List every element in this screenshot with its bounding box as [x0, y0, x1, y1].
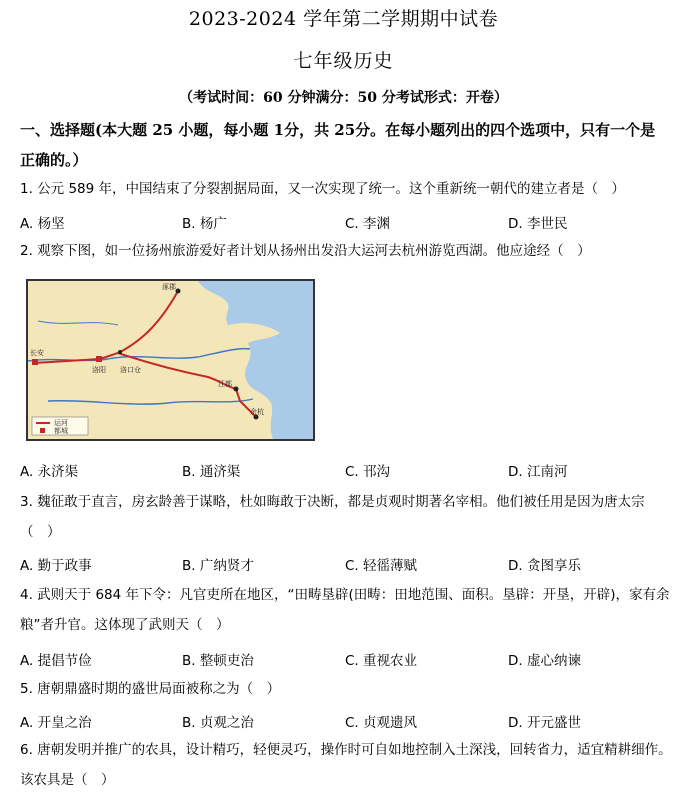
exam-title: 2023-2024 学年第二学期期中试卷 [188, 8, 499, 30]
option-c[interactable]: C. 邗沟 [345, 464, 391, 480]
option-d[interactable]: D. 江南河 [508, 464, 568, 480]
question-3-options [20, 554, 680, 576]
question-5-stem: 5. 唐朝鼎盛时期的盛世局面被称之为（ ） [20, 681, 281, 697]
city-luoyang-dot [96, 356, 102, 362]
option-b[interactable]: B. 广纳贤才 [182, 558, 254, 574]
option-c[interactable]: C. 李渊 [345, 216, 391, 232]
option-d[interactable]: D. 开元盛世 [508, 715, 581, 731]
question-2-stem: 2. 观察下图，如一位扬州旅游爱好者计划从扬州出发沿大运河去杭州游览西湖。他应途经（ ） [20, 243, 591, 259]
legend-capital-swatch [40, 428, 45, 433]
option-c[interactable]: C. 重视农业 [345, 653, 418, 669]
question-4-options [20, 649, 680, 671]
label-zhuojun: 涿郡 [162, 283, 176, 291]
question-1-options [20, 212, 680, 234]
question-6-stem: 6. 唐朝发明并推广的农具，设计精巧，轻便灵巧，操作时可自如地控制入土深浅，回转省力，适宜精耕细作。该农具是（ ） [20, 742, 672, 788]
option-c[interactable]: C. 轻徭薄赋 [345, 558, 418, 574]
label-jiangdu: 江都 [218, 380, 232, 388]
grand-canal-map [26, 279, 315, 441]
option-b[interactable]: B. 贞观之治 [182, 715, 254, 731]
label-yuhang: 余杭 [250, 408, 264, 416]
city-luokoucang-dot [118, 350, 122, 354]
legend-capital: 都城 [54, 427, 68, 435]
option-b[interactable]: B. 杨广 [182, 216, 227, 232]
legend-canal: 运河 [54, 419, 68, 427]
option-a[interactable]: A. 开皇之治 [20, 715, 92, 731]
question-4-stem: 4. 武则天于 684 年下令：凡官吏所在地区，“田畴垦辟(田畴：田地范围、面积。垦辟：开垦，开辟)，家有余粮”者升官。这体现了武则天（ ） [20, 587, 670, 633]
option-c[interactable]: C. 贞观遗风 [345, 715, 418, 731]
section-heading: 一、选择题(本大题 25 小题，每小题 1分，共 25分。在每小题列出的四个选项中，只有一个是正确的。） [20, 121, 656, 169]
question-2-options [20, 460, 680, 482]
exam-meta: （考试时间：60 分钟满分：50 分考试形式：开卷） [179, 90, 508, 106]
option-d[interactable]: D. 虚心纳谏 [508, 653, 581, 669]
option-a[interactable]: A. 勤于政事 [20, 558, 92, 574]
map-figure [28, 281, 313, 439]
question-5-options [20, 711, 680, 733]
exam-subtitle: 七年级历史 [293, 50, 394, 72]
question-1-stem: 1. 公元 589 年，中国结束了分裂割据局面，又一次实现了统一。这个重新统一朝代的建立者是（ ） [20, 181, 626, 197]
city-changan-dot [32, 359, 38, 365]
question-3-stem: 3. 魏征敢于直言，房玄龄善于谋略，杜如晦敢于决断，都是贞观时期著名宰相。他们被任用是因为唐太宗（ ） [20, 494, 645, 540]
option-a[interactable]: A. 杨坚 [20, 216, 65, 232]
city-jiangdu-dot [234, 387, 239, 392]
label-luokoucang: 洛口仓 [120, 366, 141, 374]
option-a[interactable]: A. 永济渠 [20, 464, 79, 480]
option-a[interactable]: A. 提倡节俭 [20, 653, 92, 669]
label-luoyang: 洛阳 [92, 366, 106, 374]
option-b[interactable]: B. 整顿吏治 [182, 653, 254, 669]
city-zhuojun-dot [176, 289, 181, 294]
option-b[interactable]: B. 通济渠 [182, 464, 241, 480]
option-d[interactable]: D. 贪图享乐 [508, 558, 581, 574]
label-changan: 长安 [30, 349, 44, 357]
option-d[interactable]: D. 李世民 [508, 216, 568, 232]
